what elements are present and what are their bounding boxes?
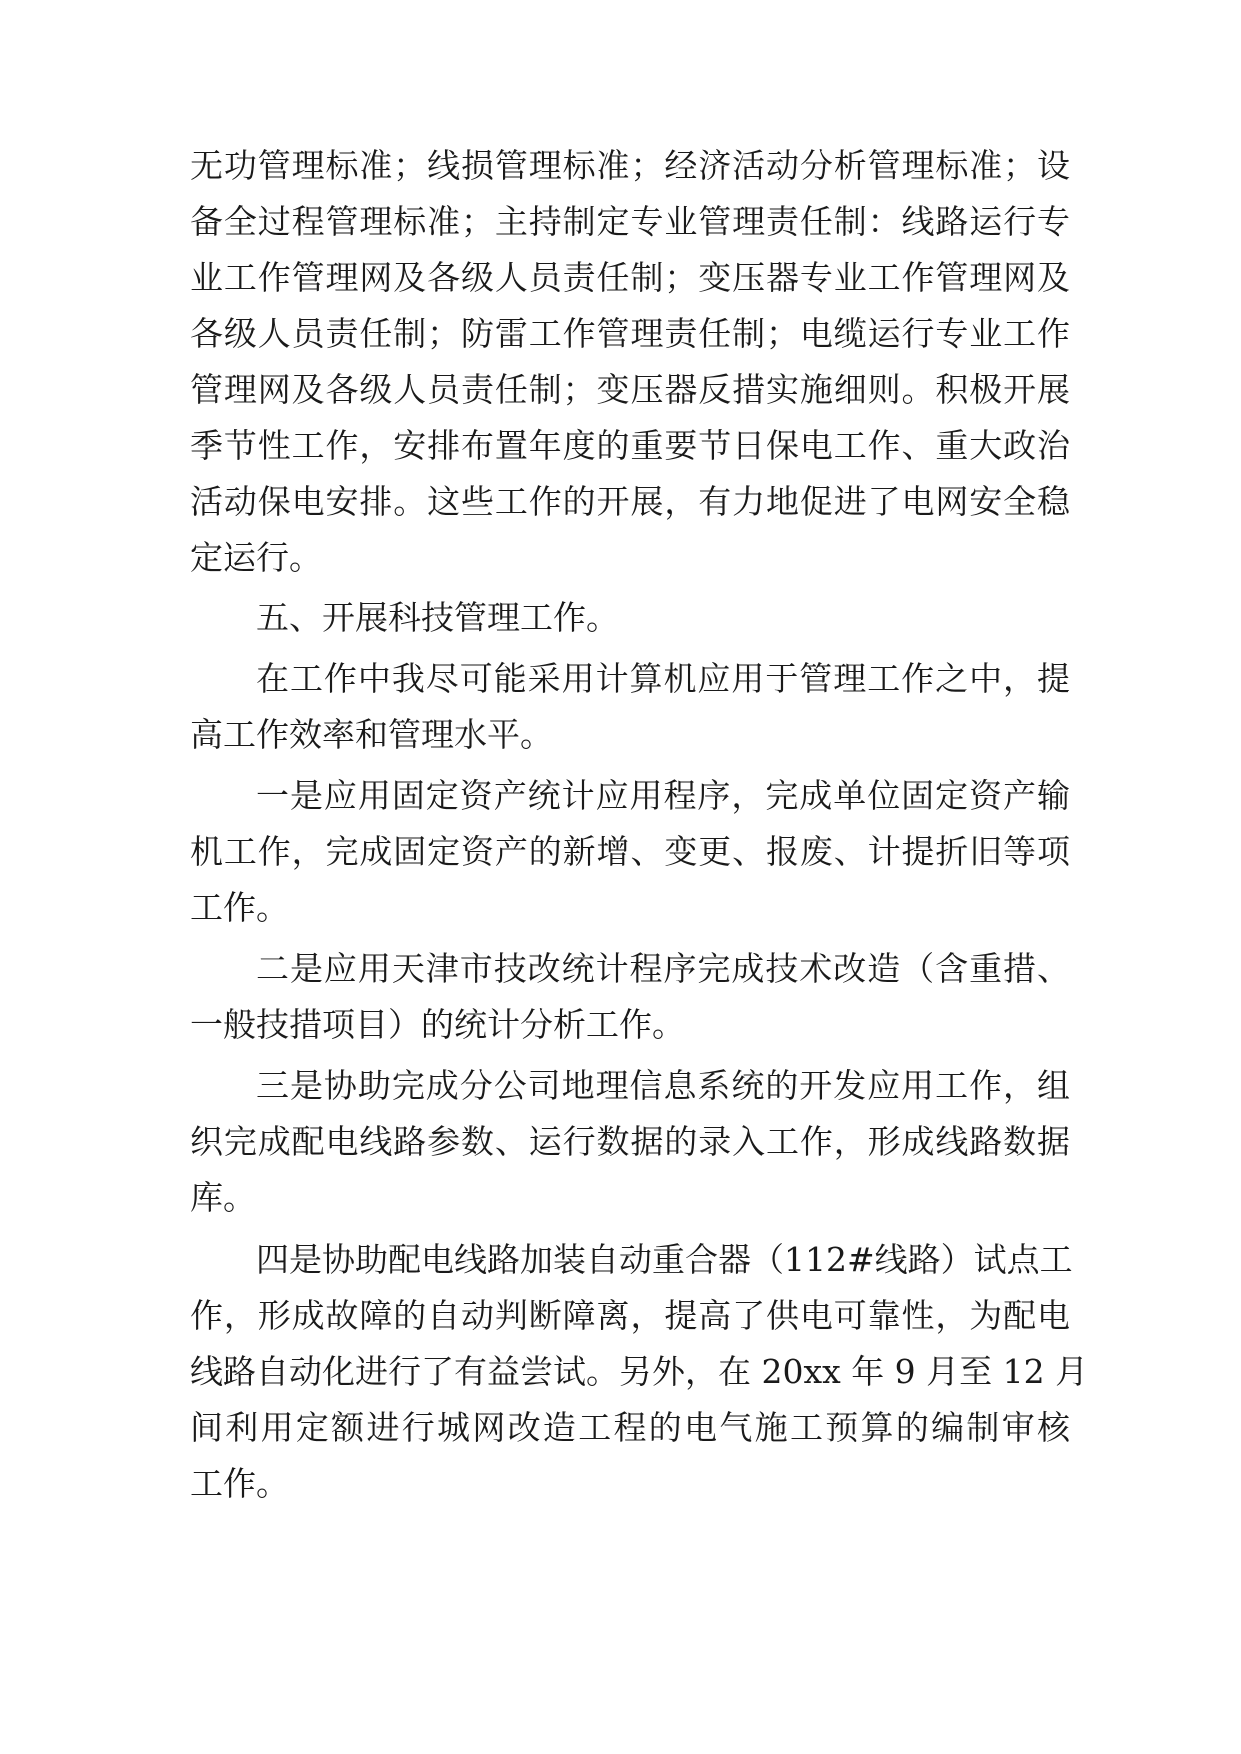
text-line: 库。 [190,1178,256,1217]
text-line: 季节性工作，安排布置年度的重要节日保电工作、重大政治 [190,426,1070,465]
text-line: 作，形成故障的自动判断障离，提高了供电可靠性，为配电 [190,1296,1070,1335]
text-line: 备全过程管理标准；主持制定专业管理责任制：线路运行专 [190,202,1070,241]
text-line: 管理网及各级人员责任制；变压器反措实施细则。积极开展 [190,370,1070,409]
text-line: 织完成配电线路参数、运行数据的录入工作，形成线路数据 [190,1122,1070,1161]
text-line: 二是应用天津市技改统计程序完成技术改造（含重措、 [256,949,1070,988]
section-heading: 五、开展科技管理工作。 [256,598,619,637]
text-line: 间利用定额进行城网改造工程的电气施工预算的编制审核 [190,1408,1070,1447]
text-line: 一是应用固定资产统计应用程序，完成单位固定资产输 [256,776,1070,815]
text-line: 各级人员责任制；防雷工作管理责任制；电缆运行专业工作 [190,314,1070,353]
text-line: 业工作管理网及各级人员责任制；变压器专业工作管理网及 [190,258,1070,297]
text-line: 工作。 [190,888,289,927]
text-line: 高工作效率和管理水平。 [190,715,553,754]
text-line: 定运行。 [190,538,322,577]
text-line: 线路自动化进行了有益尝试。另外，在 20xx 年 9 月至 12 月 [190,1352,1089,1391]
text-line: 在工作中我尽可能采用计算机应用于管理工作之中，提 [256,659,1070,698]
text-line: 三是协助完成分公司地理信息系统的开发应用工作，组 [256,1066,1070,1105]
text-line: 无功管理标准；线损管理标准；经济活动分析管理标准；设 [190,146,1070,185]
text-line: 活动保电安排。这些工作的开展，有力地促进了电网安全稳 [190,482,1070,521]
text-line: 四是协助配电线路加装自动重合器（112#线路）试点工 [256,1240,1073,1279]
text-line: 机工作，完成固定资产的新增、变更、报废、计提折旧等项 [190,832,1070,871]
text-line: 工作。 [190,1464,289,1503]
text-line: 一般技措项目）的统计分析工作。 [190,1005,685,1044]
